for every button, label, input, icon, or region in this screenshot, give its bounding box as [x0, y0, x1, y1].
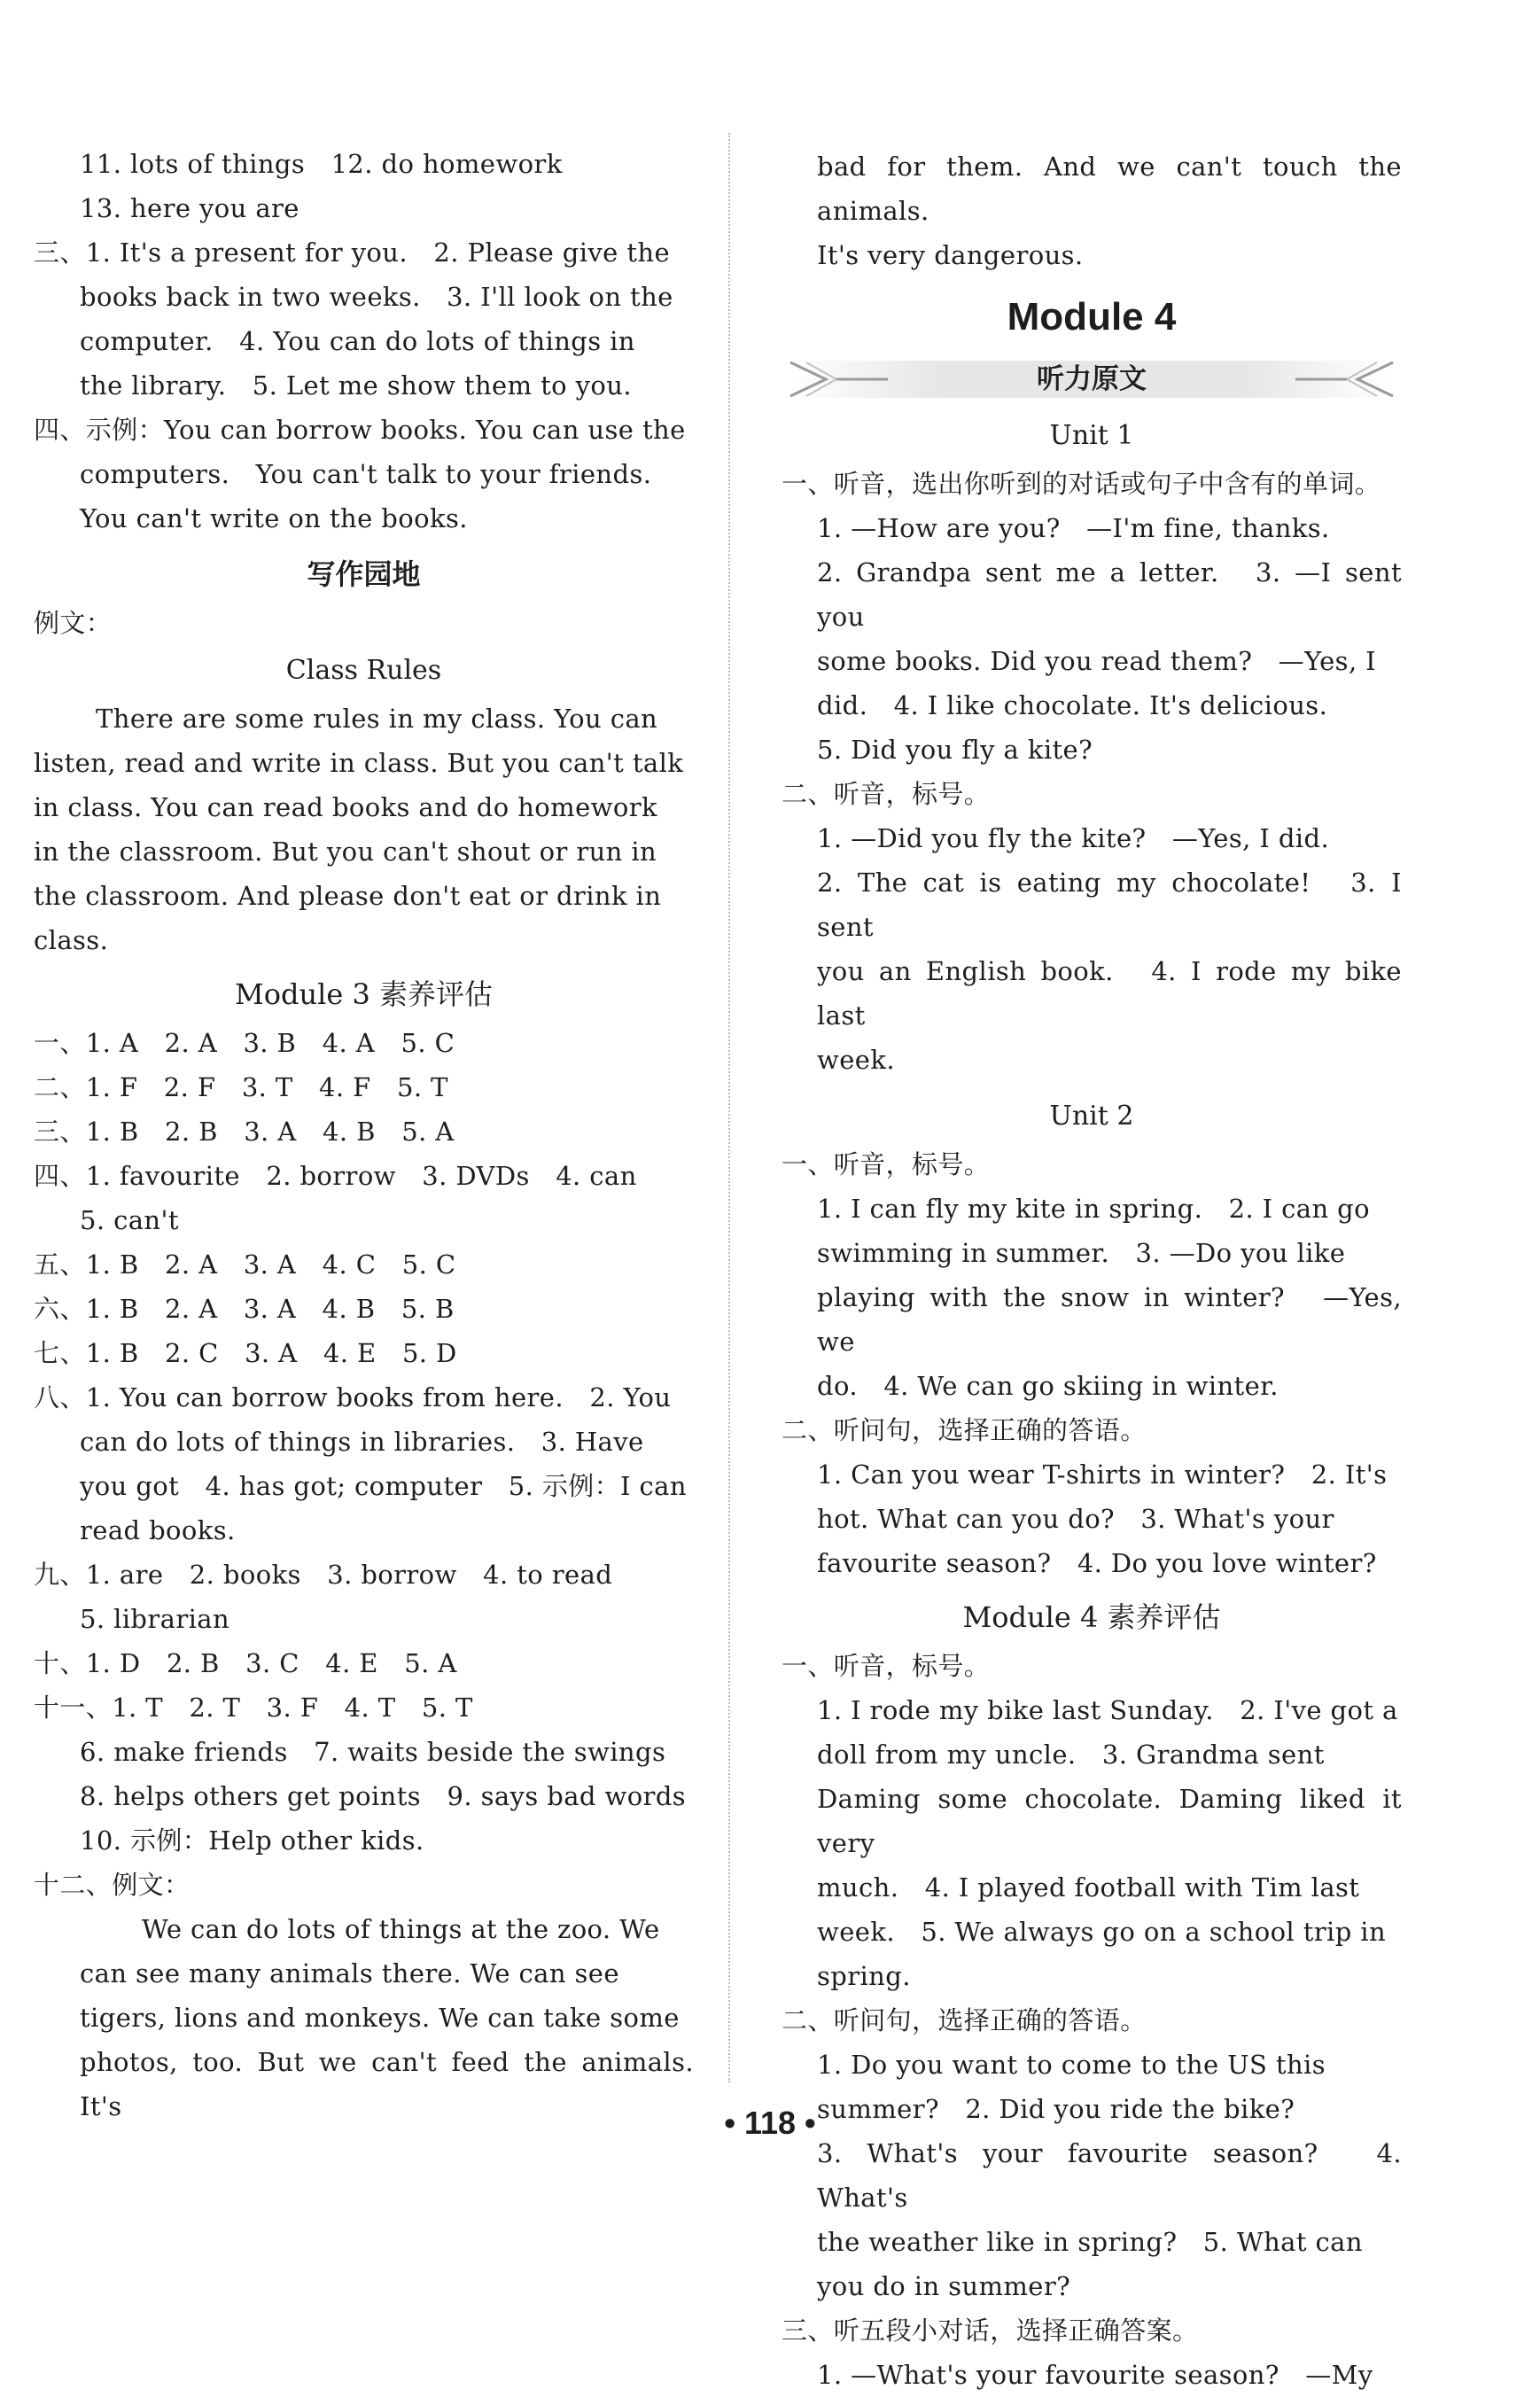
script-line: 二、听音，标号。	[782, 779, 991, 809]
script-line: 3. What's your favourite season? 4. What's	[817, 2138, 1402, 2213]
essay-line: class.	[34, 925, 109, 955]
script-line: favourite season? 4. Do you love winter?	[817, 1548, 1377, 1578]
answer-line: 8. helps others get points 9. says bad words	[80, 1781, 687, 1811]
essay-line: photos, too. But we can't feed the animals. It's	[80, 2047, 694, 2121]
answer-line: 七、1. B 2. C 3. A 4. E 5. D	[34, 1338, 457, 1368]
essay-line: It's very dangerous.	[817, 240, 1084, 270]
essay-title: Class Rules	[285, 655, 442, 686]
answer-line: books back in two weeks. 3. I'll look on the	[80, 282, 673, 312]
answer-line: computer. 4. You can do lots of things in	[80, 326, 635, 356]
answer-line: 三、1. It's a present for you. 2. Please give the	[34, 237, 671, 268]
answer-line: 六、1. B 2. A 3. A 4. B 5. B	[34, 1294, 455, 1324]
answer-line: 八、1. You can borrow books from here. 2. You	[34, 1382, 672, 1413]
answer-line: 一、1. A 2. A 3. B 4. A 5. C	[34, 1028, 455, 1058]
answer-line: You can't write on the books.	[80, 503, 468, 533]
script-line: 一、听音，标号。	[782, 1651, 991, 1681]
script-line: you an English book. 4. I rode my bike last	[817, 956, 1402, 1031]
section-heading-module3: Module 3 素养评估	[234, 977, 493, 1011]
answer-line: 四、1. favourite 2. borrow 3. DVDs 4. can	[34, 1161, 637, 1191]
answer-line: can do lots of things in libraries. 3. Have	[80, 1427, 644, 1457]
unit1-title: Unit 1	[1049, 420, 1134, 451]
module-title: Module 4	[1007, 295, 1177, 339]
essay-line: We can do lots of things at the zoo. We	[142, 1914, 660, 1944]
section-heading-module4: Module 4 素养评估	[962, 1600, 1221, 1634]
script-line: playing with the snow in winter? —Yes, we	[817, 1282, 1402, 1357]
script-line: 一、听音，选出你听到的对话或句子中含有的单词。	[782, 469, 1381, 499]
answer-line: the library. 5. Let me show them to you.	[80, 370, 632, 401]
answer-line: 二、1. F 2. F 3. T 4. F 5. T	[34, 1072, 448, 1102]
page-number: • 118 •	[724, 2105, 816, 2141]
unit2-title: Unit 2	[1049, 1101, 1134, 1132]
answer-line: 十二、例文：	[34, 1870, 191, 1900]
script-line: Daming some chocolate. Daming liked it very	[817, 1784, 1402, 1858]
essay-line: in the classroom. But you can't shout or run in	[34, 837, 657, 867]
script-line: some books. Did you read them? —Yes, I	[817, 646, 1377, 676]
script-line: 1. —How are you? —I'm fine, thanks.	[817, 513, 1330, 543]
script-line: 1. I rode my bike last Sunday. 2. I've got a	[817, 1695, 1398, 1725]
script-line: 二、听问句，选择正确的答语。	[782, 1415, 1147, 1445]
script-line: much. 4. I played football with Tim last	[817, 1872, 1360, 1903]
banner-label: 听力原文	[1037, 363, 1147, 395]
script-line: hot. What can you do? 3. What's your	[817, 1504, 1334, 1534]
script-line: week. 5. We always go on a school trip in	[817, 1917, 1387, 1947]
answer-line: 5. librarian	[80, 1604, 230, 1634]
essay-line: bad for them. And we can't touch the animals.	[817, 152, 1402, 226]
answer-line: 13. here you are	[80, 193, 299, 223]
script-line: 1. I can fly my kite in spring. 2. I can go	[817, 1194, 1371, 1224]
answer-line: 三、1. B 2. B 3. A 4. B 5. A	[34, 1117, 455, 1147]
section-heading-writing: 写作园地	[307, 557, 421, 591]
script-line: 2. Grandpa sent me a letter. 3. —I sent you	[817, 557, 1402, 632]
answer-line: 5. can't	[80, 1205, 179, 1235]
script-line: did. 4. I like chocolate. It's delicious.	[817, 690, 1328, 720]
answer-line: computers. You can't talk to your friends.	[80, 459, 652, 489]
answer-line: 11. lots of things 12. do homework	[80, 149, 563, 179]
script-line: 1. Can you wear T-shirts in winter? 2. It's	[817, 1459, 1388, 1490]
answer-line: you got 4. has got; computer 5. 示例：I can	[80, 1471, 687, 1501]
listening-script-banner	[782, 348, 1402, 410]
answer-line: 10. 示例：Help other kids.	[80, 1825, 424, 1856]
answer-line: 九、1. are 2. books 3. borrow 4. to read	[34, 1560, 613, 1590]
answer-line: 十一、1. T 2. T 3. F 4. T 5. T	[34, 1693, 473, 1723]
script-line: summer? 2. Did you ride the bike?	[817, 2094, 1295, 2124]
answer-line: 四、示例：You can borrow books. You can use the	[34, 415, 686, 445]
essay-line: There are some rules in my class. You can	[96, 704, 658, 734]
script-line: 二、听问句，选择正确的答语。	[782, 2005, 1147, 2035]
essay-line: the classroom. And please don't eat or drink in	[34, 881, 662, 911]
script-line: do. 4. We can go skiing in winter.	[817, 1371, 1279, 1401]
essay-line: can see many animals there. We can see	[80, 1958, 619, 1988]
script-line: 一、听音，标号。	[782, 1149, 991, 1179]
essay-line: in class. You can read books and do homework	[34, 792, 657, 822]
essay-line: listen, read and write in class. But you can't talk	[34, 748, 684, 778]
example-label: 例文：	[34, 608, 113, 638]
script-line: the weather like in spring? 5. What can	[817, 2227, 1363, 2257]
left-column	[34, 142, 694, 2129]
script-line: week.	[817, 1045, 895, 1075]
answer-line: read books.	[80, 1515, 236, 1545]
script-line: 5. Did you fly a kite?	[817, 735, 1093, 765]
essay-line: tigers, lions and monkeys. We can take some	[80, 2003, 680, 2033]
right-column	[782, 144, 1402, 2397]
script-line: 三、听五段小对话，选择正确答案。	[782, 2315, 1199, 2346]
script-line: 1. —Did you fly the kite? —Yes, I did.	[817, 823, 1330, 853]
script-line: doll from my uncle. 3. Grandma sent	[817, 1739, 1325, 1770]
answer-line: 十、1. D 2. B 3. C 4. E 5. A	[34, 1648, 457, 1678]
script-line: 1. —What's your favourite season? —My	[817, 2360, 1373, 2390]
script-line: swimming in summer. 3. —Do you like	[817, 1238, 1346, 1268]
script-line: 1. Do you want to come to the US this	[817, 2050, 1326, 2080]
script-line: you do in summer?	[817, 2271, 1071, 2301]
script-line: spring.	[817, 1961, 911, 1991]
answer-line: 6. make friends 7. waits beside the swings	[80, 1737, 666, 1767]
script-line: 2. The cat is eating my chocolate! 3. I sent	[817, 868, 1402, 942]
answer-line: 五、1. B 2. A 3. A 4. C 5. C	[34, 1249, 456, 1280]
column-divider	[728, 133, 730, 2082]
